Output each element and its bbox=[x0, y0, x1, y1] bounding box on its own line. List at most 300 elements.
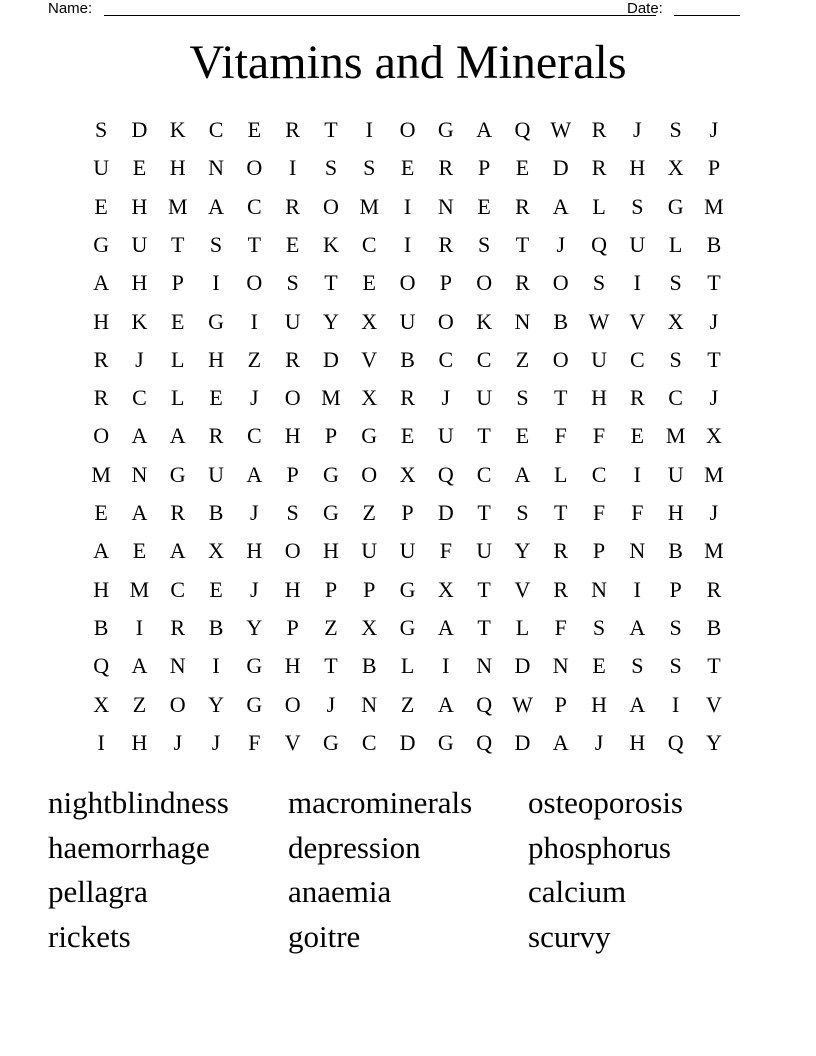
grid-letter: U bbox=[437, 423, 454, 449]
grid-letter: F bbox=[592, 500, 606, 525]
grid-letter: J bbox=[709, 385, 719, 411]
grid-letter: R bbox=[515, 270, 530, 296]
grid-letter: A bbox=[552, 193, 569, 219]
grid-letter: H bbox=[284, 576, 301, 602]
grid-letter: X bbox=[399, 461, 416, 487]
grid-letter: T bbox=[477, 614, 491, 640]
grid-letter: Q bbox=[437, 461, 454, 487]
grid-letter: D bbox=[399, 729, 416, 755]
grid-letter: A bbox=[208, 193, 224, 219]
grid-letter: J bbox=[173, 729, 183, 755]
grid-letter: T bbox=[477, 500, 491, 525]
grid-letter: O bbox=[399, 117, 416, 142]
grid-letter: O bbox=[246, 155, 263, 181]
grid-letter: E bbox=[132, 538, 147, 564]
grid-letter: X bbox=[361, 614, 378, 640]
grid-letter: H bbox=[169, 155, 186, 181]
grid-letter: S bbox=[478, 231, 491, 257]
grid-letter: E bbox=[630, 423, 645, 449]
grid-letter: H bbox=[591, 385, 607, 411]
grid-letter: P bbox=[171, 270, 184, 296]
grid-letter: C bbox=[208, 117, 224, 142]
grid-letter: T bbox=[554, 385, 568, 411]
grid-letter: O bbox=[284, 385, 301, 411]
grid-letter: K bbox=[131, 308, 148, 334]
grid-letter: P bbox=[324, 423, 338, 449]
grid-letter: B bbox=[668, 538, 683, 564]
grid-letter: O bbox=[323, 193, 339, 219]
grid-letter: S bbox=[516, 500, 529, 525]
grid-letter: H bbox=[591, 691, 607, 717]
grid-letter: B bbox=[706, 231, 722, 257]
grid-letter: Q bbox=[667, 729, 684, 755]
grid-letter: J bbox=[441, 385, 451, 411]
grid-letter: E bbox=[247, 117, 262, 142]
grid-letter: N bbox=[552, 653, 569, 679]
grid-letter: I bbox=[633, 576, 641, 602]
grid-letter: R bbox=[170, 500, 186, 525]
grid-letter: J bbox=[326, 691, 336, 717]
grid-letter: M bbox=[704, 461, 724, 487]
grid-letter: G bbox=[437, 117, 454, 142]
page-title: Vitamins and Minerals bbox=[189, 36, 627, 89]
grid-letter: V bbox=[706, 691, 722, 717]
grid-letter: H bbox=[284, 653, 301, 679]
grid-letter: E bbox=[592, 653, 606, 679]
grid-letter: G bbox=[399, 576, 416, 602]
grid-letter: I bbox=[633, 270, 641, 296]
grid-letter: O bbox=[169, 691, 186, 717]
grid-letter: J bbox=[709, 117, 719, 142]
grid-letter: E bbox=[94, 500, 108, 525]
grid-letter: O bbox=[476, 270, 493, 296]
grid-letter: M bbox=[359, 193, 380, 219]
grid-letter: E bbox=[515, 155, 530, 181]
grid-letter: G bbox=[667, 193, 684, 219]
grid-letter: A bbox=[93, 538, 110, 564]
grid-letter: C bbox=[668, 385, 683, 411]
grid-letter: U bbox=[208, 461, 224, 487]
grid-letter: R bbox=[515, 193, 530, 219]
grid-letter: A bbox=[514, 461, 531, 487]
grid-letter: C bbox=[476, 346, 492, 372]
grid-letter: O bbox=[93, 423, 110, 449]
grid-letter: J bbox=[250, 500, 259, 525]
grid-letter: I bbox=[212, 653, 220, 679]
grid-letter: I bbox=[212, 270, 220, 296]
grid-letter: E bbox=[94, 193, 108, 219]
grid-letter: R bbox=[591, 117, 607, 142]
grid-letter: S bbox=[669, 117, 682, 142]
grid-letter: Y bbox=[514, 538, 531, 564]
grid-letter: E bbox=[400, 423, 415, 449]
grid-letter: N bbox=[514, 308, 531, 334]
grid-letter: H bbox=[629, 155, 646, 181]
word-list-item: depression bbox=[288, 829, 421, 865]
grid-letter: K bbox=[323, 231, 339, 257]
grid-letter: R bbox=[438, 155, 454, 181]
grid-letter: Q bbox=[476, 729, 493, 755]
grid-letter: T bbox=[324, 653, 338, 679]
grid-letter: U bbox=[361, 538, 378, 564]
grid-letter: A bbox=[552, 729, 569, 755]
grid-letter: S bbox=[592, 614, 606, 640]
grid-letter: C bbox=[170, 576, 186, 602]
grid-letter: R bbox=[629, 385, 645, 411]
grid-letter: C bbox=[591, 461, 607, 487]
grid-letter: N bbox=[437, 193, 454, 219]
grid-letter: B bbox=[361, 653, 377, 679]
grid-letter: Z bbox=[400, 691, 415, 717]
word-list-item: haemorrhage bbox=[48, 829, 210, 865]
grid-letter: E bbox=[209, 576, 223, 602]
grid-letter: C bbox=[132, 385, 147, 411]
grid-letter: G bbox=[246, 691, 263, 717]
grid-letter: U bbox=[667, 461, 684, 487]
name-line[interactable] bbox=[104, 15, 656, 16]
grid-letter: C bbox=[361, 729, 377, 755]
grid-letter: L bbox=[515, 614, 530, 640]
grid-letter: P bbox=[478, 155, 491, 181]
grid-letter: R bbox=[170, 614, 186, 640]
grid-letter: S bbox=[286, 270, 299, 296]
grid-letter: X bbox=[361, 385, 378, 411]
grid-letter: A bbox=[437, 614, 454, 640]
grid-letter: H bbox=[131, 270, 148, 296]
grid-letter: G bbox=[93, 231, 110, 257]
grid-letter: E bbox=[285, 231, 300, 257]
grid-letter: U bbox=[591, 346, 607, 372]
grid-letter: H bbox=[246, 538, 263, 564]
grid-letter: F bbox=[554, 423, 567, 449]
grid-letter: I bbox=[250, 308, 258, 334]
grid-letter: M bbox=[167, 193, 188, 219]
grid-letter: F bbox=[631, 500, 644, 525]
grid-letter: A bbox=[131, 423, 148, 449]
word-list-item: osteoporosis bbox=[528, 785, 683, 820]
grid-letter: J bbox=[594, 729, 604, 755]
grid-letter: T bbox=[707, 653, 721, 679]
grid-letter: W bbox=[588, 308, 610, 334]
grid-letter: A bbox=[131, 500, 148, 525]
grid-letter: C bbox=[438, 346, 454, 372]
grid-letter: L bbox=[554, 461, 568, 487]
grid-letter: U bbox=[399, 308, 416, 334]
grid-letter: Z bbox=[362, 500, 376, 525]
grid-letter: K bbox=[169, 117, 186, 142]
grid-letter: S bbox=[95, 117, 108, 142]
grid-letter: A bbox=[169, 538, 186, 564]
grid-letter: C bbox=[476, 461, 492, 487]
grid-letter: Q bbox=[514, 117, 531, 142]
grid-letter: Z bbox=[515, 346, 530, 372]
grid-letter: R bbox=[93, 346, 109, 372]
grid-letter: T bbox=[324, 117, 338, 142]
grid-letter: J bbox=[633, 117, 642, 142]
grid-letter: H bbox=[667, 500, 684, 525]
grid-letter: I bbox=[403, 231, 412, 257]
grid-letter: N bbox=[476, 653, 493, 679]
grid-letter: E bbox=[171, 308, 185, 334]
grid-letter: X bbox=[667, 155, 684, 181]
grid-letter: U bbox=[93, 155, 110, 181]
grid-letter: R bbox=[208, 423, 224, 449]
grid-letter: N bbox=[169, 653, 186, 679]
word-list-item: nightblindness bbox=[48, 785, 229, 820]
grid-letter: P bbox=[363, 576, 376, 602]
grid-letter: H bbox=[284, 423, 301, 449]
grid-letter: B bbox=[706, 614, 722, 640]
header bbox=[48, 0, 740, 20]
word-list-item: calcium bbox=[528, 874, 627, 910]
grid-letter: G bbox=[246, 653, 263, 679]
grid-letter: J bbox=[250, 576, 259, 602]
grid-letter: R bbox=[285, 346, 300, 372]
letter-grid bbox=[82, 111, 732, 761]
grid-letter: T bbox=[515, 231, 530, 257]
grid-letter: H bbox=[629, 729, 646, 755]
grid-letter: Z bbox=[132, 691, 147, 717]
grid-letter: K bbox=[476, 308, 493, 334]
grid-letter: R bbox=[553, 576, 569, 602]
grid-letter: T bbox=[554, 500, 568, 525]
grid-letter: M bbox=[704, 538, 724, 564]
grid-letter: G bbox=[323, 729, 339, 755]
grid-letter: C bbox=[629, 346, 645, 372]
date-line[interactable] bbox=[674, 15, 740, 16]
word-list-item: phosphorus bbox=[528, 829, 671, 865]
grid-letter: T bbox=[707, 270, 721, 296]
grid-letter: X bbox=[208, 538, 224, 564]
grid-letter: A bbox=[629, 614, 646, 640]
grid-letter: R bbox=[438, 231, 454, 257]
grid-letter: O bbox=[437, 308, 454, 334]
grid-letter: S bbox=[363, 155, 376, 181]
grid-letter: O bbox=[246, 270, 263, 296]
grid-letter: M bbox=[665, 423, 686, 449]
grid-letter: S bbox=[669, 346, 682, 372]
grid-letter: S bbox=[631, 653, 644, 679]
grid-letter: P bbox=[669, 576, 682, 602]
grid-letter: P bbox=[592, 538, 606, 564]
grid-letter: C bbox=[246, 193, 262, 219]
grid-letter: J bbox=[709, 308, 719, 334]
grid-letter: A bbox=[131, 653, 148, 679]
grid-letter: G bbox=[323, 461, 339, 487]
grid-letter: B bbox=[93, 614, 109, 640]
grid-letter: O bbox=[552, 270, 569, 296]
grid-letter: L bbox=[171, 385, 185, 411]
grid-letter: Y bbox=[706, 729, 722, 755]
grid-letter: G bbox=[399, 614, 416, 640]
grid-letter: O bbox=[284, 538, 301, 564]
word-list-item: scurvy bbox=[528, 919, 611, 955]
grid-letter: O bbox=[399, 270, 416, 296]
grid-letter: J bbox=[250, 385, 259, 411]
grid-letter: O bbox=[552, 346, 569, 372]
grid-letter: U bbox=[399, 538, 416, 564]
grid-letter: N bbox=[131, 461, 148, 487]
grid-letter: S bbox=[669, 653, 682, 679]
grid-letter: D bbox=[323, 346, 339, 372]
grid-letter: E bbox=[362, 270, 376, 296]
grid-letter: Y bbox=[246, 614, 263, 640]
grid-letter: H bbox=[93, 576, 110, 602]
grid-letter: R bbox=[591, 155, 607, 181]
grid-letter: X bbox=[361, 308, 378, 334]
grid-letter: M bbox=[129, 576, 150, 602]
grid-letter: R bbox=[553, 538, 569, 564]
grid-letter: Z bbox=[324, 614, 338, 640]
grid-letter: X bbox=[437, 576, 454, 602]
grid-letter: R bbox=[706, 576, 722, 602]
grid-letter: U bbox=[476, 538, 493, 564]
grid-letter: N bbox=[629, 538, 646, 564]
grid-letter: M bbox=[704, 193, 724, 219]
grid-letter: G bbox=[323, 500, 339, 525]
grid-letter: C bbox=[246, 423, 262, 449]
date-label: Date: bbox=[627, 0, 663, 17]
grid-letter: T bbox=[324, 270, 338, 296]
grid-letter: W bbox=[550, 117, 572, 142]
grid-letter: G bbox=[208, 308, 224, 334]
grid-letter: T bbox=[171, 231, 185, 257]
grid-letter: M bbox=[91, 461, 111, 487]
grid-letter: N bbox=[361, 691, 378, 717]
grid-letter: B bbox=[400, 346, 415, 372]
grid-letter: B bbox=[208, 500, 224, 525]
grid-letter: N bbox=[591, 576, 607, 602]
grid-letter: M bbox=[321, 385, 341, 411]
grid-letter: A bbox=[169, 423, 186, 449]
grid-letter: I bbox=[365, 117, 373, 142]
grid-letter: I bbox=[135, 614, 144, 640]
grid-letter: P bbox=[324, 576, 338, 602]
grid-letter: H bbox=[323, 538, 339, 564]
grid-letter: P bbox=[439, 270, 452, 296]
grid-letter: P bbox=[554, 691, 567, 717]
grid-letter: P bbox=[401, 500, 414, 525]
grid-letter: Q bbox=[93, 653, 110, 679]
grid-letter: T bbox=[247, 231, 262, 257]
grid-letter: D bbox=[552, 155, 569, 181]
word-list-item: goitre bbox=[288, 919, 361, 955]
grid-letter: Z bbox=[247, 346, 262, 372]
grid-letter: G bbox=[361, 423, 378, 449]
grid-letter: L bbox=[171, 346, 185, 372]
grid-letter: E bbox=[400, 155, 415, 181]
grid-letter: S bbox=[669, 614, 682, 640]
grid-letter: D bbox=[131, 117, 148, 142]
grid-letter: A bbox=[246, 461, 263, 487]
grid-letter: I bbox=[97, 729, 105, 755]
grid-letter: I bbox=[288, 155, 297, 181]
grid-letter: A bbox=[629, 691, 646, 717]
grid-letter: S bbox=[324, 155, 338, 181]
grid-letter: S bbox=[631, 193, 644, 219]
grid-letter: J bbox=[211, 729, 221, 755]
grid-letter: S bbox=[516, 385, 529, 411]
grid-letter: U bbox=[284, 308, 301, 334]
grid-letter: D bbox=[437, 500, 454, 525]
grid-letter: A bbox=[93, 270, 110, 296]
grid-letter: C bbox=[361, 231, 377, 257]
grid-letter: R bbox=[93, 385, 109, 411]
grid-letter: Y bbox=[208, 691, 224, 717]
grid-letter: F bbox=[554, 614, 567, 640]
grid-letter: U bbox=[629, 231, 646, 257]
grid-letter: E bbox=[209, 385, 223, 411]
grid-letter: Q bbox=[591, 231, 607, 257]
grid-letter: W bbox=[512, 691, 533, 717]
grid-letter: S bbox=[209, 231, 223, 257]
grid-letter: J bbox=[709, 500, 719, 525]
grid-letter: H bbox=[131, 729, 148, 755]
grid-letter: I bbox=[633, 461, 641, 487]
grid-letter: V bbox=[284, 729, 301, 755]
grid-letter: P bbox=[286, 461, 299, 487]
grid-letter: P bbox=[707, 155, 721, 181]
grid-letter: E bbox=[477, 193, 491, 219]
grid-letter: R bbox=[285, 193, 300, 219]
grid-letter: X bbox=[706, 423, 722, 449]
grid-letter: I bbox=[442, 653, 450, 679]
grid-letter: V bbox=[514, 576, 531, 602]
grid-letter: D bbox=[514, 729, 531, 755]
grid-letter: O bbox=[284, 691, 301, 717]
grid-letter: H bbox=[93, 308, 110, 334]
grid-letter: G bbox=[169, 461, 186, 487]
grid-letter: A bbox=[476, 117, 493, 142]
word-list-item: anaemia bbox=[288, 874, 392, 910]
grid-letter: N bbox=[208, 155, 224, 181]
grid-letter: X bbox=[667, 308, 684, 334]
grid-letter: S bbox=[669, 270, 682, 296]
grid-letter: U bbox=[131, 231, 148, 257]
grid-letter: J bbox=[135, 346, 144, 372]
grid-letter: Y bbox=[323, 308, 339, 334]
grid-letter: H bbox=[208, 346, 224, 372]
grid-letter: F bbox=[439, 538, 452, 564]
grid-letter: T bbox=[477, 423, 491, 449]
word-list-item: rickets bbox=[48, 919, 131, 955]
grid-letter: B bbox=[553, 308, 569, 334]
grid-letter: G bbox=[437, 729, 454, 755]
grid-letter: L bbox=[668, 231, 683, 257]
grid-letter: V bbox=[361, 346, 378, 372]
grid-letter: Q bbox=[476, 691, 493, 717]
grid-letter: O bbox=[361, 461, 378, 487]
grid-letter: R bbox=[400, 385, 415, 411]
grid-letter: S bbox=[286, 500, 299, 525]
grid-letter: P bbox=[286, 614, 299, 640]
grid-letter: U bbox=[476, 385, 493, 411]
grid-letter: J bbox=[556, 231, 566, 257]
grid-letter: H bbox=[131, 193, 148, 219]
grid-letter: F bbox=[248, 729, 261, 755]
grid-letter: I bbox=[671, 691, 680, 717]
name-label: Name: bbox=[48, 0, 93, 17]
grid-letter: X bbox=[93, 691, 110, 717]
grid-letter: L bbox=[592, 193, 606, 219]
grid-letter: E bbox=[515, 423, 530, 449]
grid-letter: E bbox=[132, 155, 147, 181]
grid-letter: D bbox=[514, 653, 531, 679]
grid-letter: V bbox=[629, 308, 646, 334]
grid-letter: B bbox=[208, 614, 224, 640]
word-list-item: macrominerals bbox=[288, 785, 473, 820]
word-list-item: pellagra bbox=[48, 874, 148, 910]
